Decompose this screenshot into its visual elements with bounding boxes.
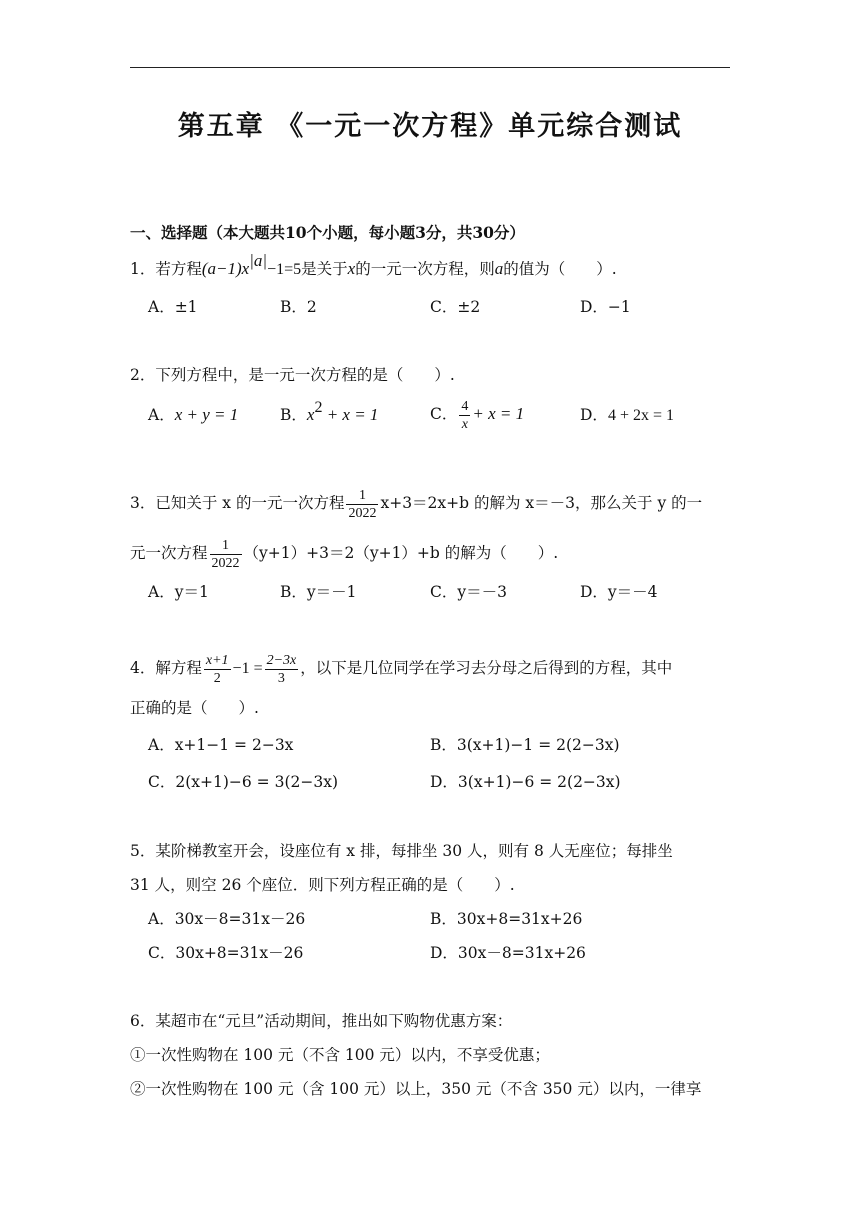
question-6-line-1: 6．某超市在“元旦”活动期间，推出如下购物优惠方案： (130, 1012, 513, 1030)
q5-option-d: D．30x－8=31x+26 (430, 944, 586, 962)
header-rule (130, 67, 730, 68)
question-2-stem: 2．下列方程中，是一元一次方程的是（ ）. (130, 366, 455, 384)
section-heading: 一、选择题（本大题共10个小题，每小题3分，共30分） (130, 223, 525, 242)
q5-option-a: A．30x－8=31x－26 (148, 910, 306, 928)
q3-option-b: B．y＝－1 (280, 583, 357, 601)
q3-option-a: A．y＝1 (148, 583, 209, 601)
question-number: 1． (130, 260, 156, 278)
q1-option-d: D．−1 (580, 298, 631, 316)
q4-option-c: C．2(x+1)−6 = 3(2−3x) (148, 773, 339, 791)
q1-equation-rest: −1=5 (267, 261, 302, 278)
q1-option-b: B．2 (280, 298, 317, 316)
q2-option-c: C． $\frac{4}{x}$ + x = 1 (430, 398, 525, 432)
q1-option-c: C．±2 (430, 298, 481, 316)
q3-option-d: D．y＝－4 (580, 583, 658, 601)
question-4-line-1: 4．解方程 $\frac{x+1}{2}$ −1 = $\frac{2-3x}{3}$ ，以下是几位同学在学习去分母之后得到的方程，其中 (130, 652, 673, 686)
q3-fraction-2: $\frac{1}{2022}$ (211, 537, 240, 571)
question-3-line-1: 3．已知关于 x 的一元一次方程 $\frac{1}{2022}$ x+3＝2x+b 的解为 x＝－3，那么关于 y 的一 (130, 487, 703, 521)
question-1-stem (130, 251, 617, 280)
q5-option-b: B．30x+8=31x+26 (430, 910, 583, 928)
q2-option-d: D．4 + 2x = 1 (580, 406, 674, 424)
question-4-line-2: 正确的是（ ）. (130, 699, 259, 717)
q1-exponent: |a| (249, 251, 268, 270)
q3-option-c: C．y＝－3 (430, 583, 507, 601)
question-3-line-2: 元一次方程 $\frac{1}{2022}$ （y+1）+3＝2（y+1）+b 的解为（ ）. (130, 537, 559, 571)
q2-fraction: $\frac{4}{x}$ (461, 398, 469, 432)
question-5-line-2: 31 人，则空 26 个座位．则下列方程正确的是（ ）. (130, 876, 515, 894)
question-6-rule-2: ②一次性购物在 100 元（含 100 元）以上，350 元（不含 350 元）以内，一律享 (130, 1080, 702, 1098)
q1-text-b: 是关于 (301, 260, 348, 278)
q1-option-a: A．±1 (148, 298, 198, 316)
page-title: 第五章 《一元一次方程》单元综合测试 (177, 111, 683, 142)
q4-option-d: D．3(x+1)−6 = 2(2−3x) (430, 773, 621, 791)
q2-option-a: A．x + y = 1 (148, 405, 239, 424)
q1-var-x: x (347, 259, 356, 278)
question-5-line-1: 5．某阶梯教室开会，设座位有 x 排，每排坐 30 人，则有 8 人无座位；每排坐 (130, 842, 673, 860)
q3-fraction-1: $\frac{1}{2022}$ (348, 487, 377, 521)
q4-fraction-1: $\frac{x+1}{2}$ (205, 652, 229, 686)
q5-option-c: C．30x+8=31x－26 (148, 944, 304, 962)
q4-fraction-2: $\frac{2-3x}{3}$ (266, 652, 297, 686)
q1-text-c: 的一元一次方程，则 (355, 260, 495, 278)
question-6-rule-1: ①一次性购物在 100 元（不含 100 元）以内，不享受优惠； (130, 1046, 550, 1064)
q1-text-d: 的值为（ ）. (503, 260, 617, 278)
q1-equation: (a−1)x (201, 259, 250, 278)
q4-option-a: A．x+1−1 = 2−3x (148, 736, 294, 754)
q1-text-a: 若方程 (155, 260, 202, 278)
q2-option-b: B．$x^2 + x = 1$ (280, 399, 379, 424)
q4-option-b: B．3(x+1)−1 = 2(2−3x) (430, 736, 620, 754)
q1-var-a: a (494, 259, 504, 278)
